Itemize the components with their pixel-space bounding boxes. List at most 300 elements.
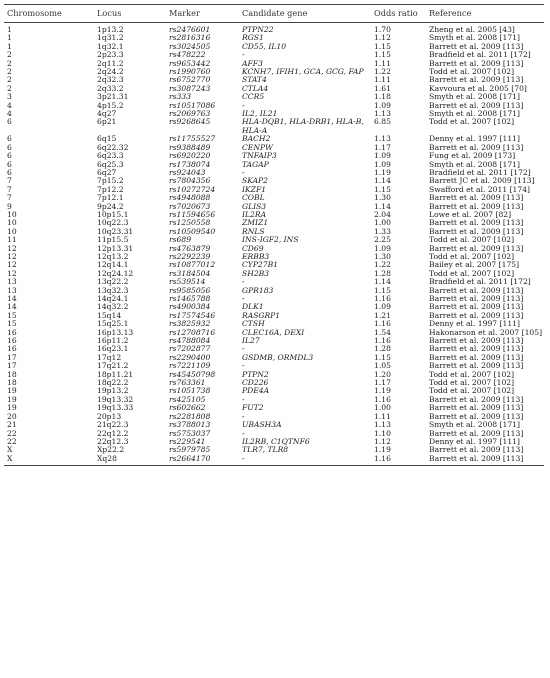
chromosome-cell: 10 [7, 210, 17, 219]
reference-cell: Barrett JC et al. 2009 [113] [429, 177, 535, 186]
table-row [4, 253, 544, 261]
locus-cell: 15q25.1 [97, 320, 129, 329]
chromosome-cell: 2 [7, 59, 12, 68]
table-row [4, 287, 544, 295]
reference-cell: Barrett et al. 2009 [113] [429, 194, 524, 203]
table-row [4, 194, 544, 202]
table-row [4, 312, 544, 320]
marker-cell: rs2281808 [169, 412, 211, 421]
candidate-gene-cell: - [242, 168, 245, 177]
locus-cell: 1q31.2 [97, 34, 124, 43]
marker-cell: rs3825932 [169, 320, 211, 329]
chromosome-cell: 2 [7, 84, 12, 93]
chromosome-cell: 7 [7, 194, 12, 203]
reference-cell: Smyth et al. 2008 [171] [429, 160, 520, 169]
locus-cell: 18q22.2 [97, 379, 129, 388]
odds-ratio-cell: 1.54 [374, 328, 391, 337]
reference-cell: Barrett et al. 2009 [113] [429, 59, 524, 68]
locus-cell: 10q22.3 [97, 219, 129, 228]
chromosome-cell: 6 [7, 168, 12, 177]
odds-ratio-cell: 1.09 [374, 152, 391, 161]
chromosome-cell: 11 [7, 236, 17, 245]
candidate-gene-table [4, 4, 544, 466]
table-row [4, 329, 544, 337]
table-row [4, 60, 544, 68]
reference-cell: Todd et al. 2007 [102] [429, 68, 515, 77]
marker-cell: rs2292239 [169, 252, 211, 261]
reference-cell: Fung et al. 2009 [173] [429, 152, 516, 161]
odds-ratio-cell: 1.15 [374, 42, 391, 51]
candidate-gene-cell: BACH2 [242, 135, 271, 144]
reference-cell: Barrett et al. 2009 [113] [429, 143, 524, 152]
header-chromosome: Chromosome [4, 5, 94, 23]
table-row [4, 177, 544, 185]
chromosome-cell: 20 [7, 412, 17, 421]
reference-cell: Smyth et al. 2008 [171] [429, 34, 520, 43]
chromosome-cell: 12 [7, 252, 17, 261]
odds-ratio-cell: 1.61 [374, 84, 391, 93]
marker-cell: rs1051738 [169, 387, 211, 396]
table-row [4, 85, 544, 93]
chromosome-cell: 1 [7, 25, 12, 34]
odds-ratio-cell: 1.13 [374, 110, 391, 119]
chromosome-cell: 10 [7, 227, 17, 236]
candidate-gene-cell: UBASH3A [242, 421, 282, 430]
candidate-gene-cell: SH2B3 [242, 269, 270, 278]
table-row [4, 68, 544, 76]
chromosome-cell: X [4, 455, 94, 466]
table-row [4, 211, 544, 219]
table-header [4, 5, 544, 23]
odds-ratio-cell: 1.28 [374, 345, 391, 354]
reference-cell: Todd et al. 2007 [102] [429, 379, 515, 388]
marker-cell: rs7020673 [169, 202, 211, 211]
odds-ratio-cell: 1.22 [374, 261, 391, 270]
locus-cell: 6q25.3 [97, 160, 124, 169]
reference-cell: Barrett et al. 2009 [113] [429, 404, 524, 413]
odds-ratio-cell: 1.14 [374, 278, 391, 287]
reference-cell: Bailey et al. 2007 [175] [429, 261, 520, 270]
locus-cell: 6p21 [97, 118, 117, 127]
reference-cell: Barrett et al. 2009 [113] [429, 395, 524, 404]
reference-cell: Barrett et al. 2009 [113] [429, 337, 524, 346]
marker-cell: rs9388489 [169, 143, 211, 152]
marker-cell: rs924043 [169, 168, 206, 177]
marker-cell: rs2069763 [169, 110, 211, 119]
candidate-gene-cell: CD226 [242, 379, 269, 388]
reference-cell: Bradfield et al. 2011 [172] [429, 51, 531, 60]
candidate-gene-cell: FUT2 [242, 404, 264, 413]
table-row [4, 236, 544, 244]
header-locus: Locus [94, 5, 166, 23]
candidate-gene-cell: CCR5 [242, 93, 265, 102]
chromosome-cell: 2 [7, 51, 12, 60]
marker-cell: rs478222 [169, 51, 206, 60]
table-row [4, 303, 544, 311]
table-row [4, 144, 544, 152]
marker-cell: rs9268645 [169, 118, 211, 127]
locus-cell: 12q13.2 [97, 252, 129, 261]
marker-cell: rs10877012 [169, 261, 216, 270]
chromosome-cell: 19 [7, 404, 17, 413]
chromosome-cell: 7 [7, 177, 12, 186]
chromosome-cell: X [7, 446, 13, 455]
chromosome-cell: 19 [7, 387, 17, 396]
locus-cell: 22q12.2 [97, 429, 129, 438]
reference-cell: Smyth et al. 2008 [171] [429, 93, 520, 102]
chromosome-cell: 3 [7, 93, 12, 102]
candidate-gene-cell: GLIS3 [242, 202, 267, 211]
marker-cell: rs4948088 [169, 194, 211, 203]
odds-ratio-cell: 2.04 [374, 210, 391, 219]
table-row [4, 43, 544, 51]
marker-cell: rs1250558 [169, 219, 211, 228]
locus-cell: 2p23.3 [97, 51, 124, 60]
candidate-gene-cell: - [242, 51, 245, 60]
marker-cell: rs602662 [169, 404, 206, 413]
chromosome-cell: 18 [7, 379, 17, 388]
marker-cell: rs7202877 [169, 345, 211, 354]
odds-ratio-cell: 1.09 [374, 244, 391, 253]
locus-cell: 14q24.1 [97, 295, 129, 303]
candidate-gene-cell: RASGRP1 [242, 311, 281, 320]
header-candidate-gene: Candidate gene [239, 5, 371, 23]
odds-ratio-cell: 1.30 [374, 252, 391, 261]
marker-cell: rs7221109 [169, 362, 211, 371]
marker-cell: rs12708716 [169, 328, 216, 337]
locus-cell: 7p12.2 [97, 185, 124, 194]
odds-ratio-cell: 1.12 [374, 437, 391, 446]
chromosome-cell: 16 [7, 328, 17, 337]
table-row [4, 228, 544, 236]
marker-cell: rs1738074 [169, 160, 211, 169]
chromosome-cell: 15 [7, 311, 17, 320]
reference-cell: Barrett et al. 2009 [113] [429, 353, 524, 362]
marker-cell: rs5979785 [169, 446, 211, 455]
reference-cell: Barrett et al. 2009 [113] [429, 429, 524, 438]
table-row [4, 34, 544, 42]
locus-cell: 6q23.3 [97, 152, 124, 161]
chromosome-cell: 9 [7, 202, 12, 211]
chromosome-cell: 4 [7, 101, 12, 110]
marker-cell: rs9653442 [169, 59, 211, 68]
header-row [4, 5, 544, 23]
table-row [4, 110, 544, 118]
chromosome-cell: 1 [7, 34, 12, 43]
reference-cell: Barrett et al. 2009 [113] [429, 42, 524, 51]
candidate-gene-cell: TLR7, TLR8 [242, 446, 289, 455]
locus-cell: 21q22.3 [97, 421, 129, 430]
odds-ratio-cell: 1.30 [374, 194, 391, 203]
odds-ratio-cell: 1.28 [374, 269, 391, 278]
reference-cell: Todd et al. 2007 [102] [429, 236, 515, 245]
reference-cell: Barrett et al. 2009 [113] [429, 101, 524, 110]
marker-cell: rs763361 [169, 379, 206, 388]
odds-ratio-cell: 1.19 [374, 387, 391, 396]
chromosome-cell: 6 [7, 152, 12, 161]
odds-ratio-cell: 1.12 [374, 34, 391, 43]
marker-cell: rs539514 [169, 278, 206, 287]
locus-cell: 1p13.2 [97, 25, 124, 34]
candidate-gene-cell: CLEC16A, DEXI [242, 328, 305, 337]
marker-cell: rs2664170 [166, 455, 239, 466]
table-row [4, 169, 544, 177]
candidate-gene-cell: CD69 [242, 244, 264, 253]
candidate-gene-cell: PTPN22 [242, 25, 274, 34]
odds-ratio-cell: 1.20 [374, 370, 391, 379]
marker-cell: rs3087243 [169, 84, 211, 93]
reference-cell: Bradfield et al. 2011 [172] [429, 168, 531, 177]
chromosome-cell: 16 [7, 337, 17, 346]
marker-cell: rs333 [169, 93, 192, 102]
chromosome-cell: 22 [7, 429, 17, 438]
locus-cell: 14q32.2 [97, 303, 129, 312]
table-row [4, 295, 544, 303]
odds-ratio-cell: 1.15 [374, 286, 391, 295]
marker-cell: rs45450798 [169, 370, 216, 379]
odds-ratio-cell: 1.13 [374, 135, 391, 144]
marker-cell: rs4788084 [169, 337, 211, 346]
candidate-gene-cell: CENPW [242, 143, 273, 152]
chromosome-cell: 19 [7, 395, 17, 404]
candidate-gene-cell: RGS1 [242, 34, 264, 43]
locus-cell: 4q27 [97, 110, 117, 119]
odds-ratio-cell: 1.11 [374, 59, 391, 68]
table-row [4, 337, 544, 345]
candidate-gene-cell: COBL [242, 194, 265, 203]
reference-cell: Barrett et al. 2009 [113] [429, 244, 524, 253]
table-row [4, 135, 544, 143]
reference-cell: Todd et al. 2007 [102] [429, 387, 515, 396]
table-row [4, 93, 544, 101]
locus-cell: 7p15.2 [97, 177, 124, 186]
reference-cell: Barrett et al. 2009 [113] [429, 227, 524, 236]
odds-ratio-cell: 1.10 [374, 429, 391, 438]
marker-cell: rs2290400 [169, 353, 211, 362]
locus-cell: 9p24.2 [97, 202, 124, 211]
candidate-gene-cell: STAT4 [242, 76, 267, 85]
reference-cell: Bradfield et al. 2011 [172] [429, 278, 531, 287]
candidate-gene-cell: DLK1 [242, 303, 264, 312]
reference-cell: Barrett et al. 2009 [113] [429, 446, 524, 455]
candidate-gene-cell: AFF3 [242, 59, 263, 68]
chromosome-cell: 14 [7, 295, 17, 303]
candidate-gene-cell: - [239, 455, 371, 466]
table-row [4, 430, 544, 438]
candidate-gene-cell: ZMIZ1 [242, 219, 269, 228]
odds-ratio-cell: 1.11 [374, 412, 391, 421]
table-row [4, 455, 544, 466]
locus-cell: 10p15.1 [97, 210, 129, 219]
locus-cell: 1q32.1 [97, 42, 124, 51]
marker-cell: rs229541 [169, 437, 206, 446]
chromosome-cell: 14 [7, 303, 17, 312]
chromosome-cell: 6 [7, 143, 12, 152]
table-row [4, 320, 544, 328]
odds-ratio-cell: 1.16 [374, 395, 391, 404]
candidate-gene-cell: HLA-DQB1, HLA-DRB1, HLA-B, HLA-A [242, 118, 364, 135]
locus-cell: 3p21.31 [97, 93, 129, 102]
candidate-gene-cell: GSDMB, ORMDL3 [242, 353, 314, 362]
chromosome-cell: 4 [7, 110, 12, 119]
table-row [4, 438, 544, 446]
locus-cell: 16p13.13 [97, 328, 134, 337]
reference-cell: Denny et al. 1997 [111] [429, 320, 520, 329]
marker-cell: rs11594656 [169, 210, 216, 219]
odds-ratio-cell: 1.16 [374, 320, 391, 329]
odds-ratio-cell: 1.13 [374, 421, 391, 430]
reference-cell: Denny et al. 1997 [111] [429, 135, 520, 144]
odds-ratio-cell: 1.33 [374, 227, 391, 236]
chromosome-cell: 6 [7, 135, 12, 144]
marker-cell: rs10272724 [169, 185, 216, 194]
chromosome-cell: 6 [7, 160, 12, 169]
chromosome-cell: 16 [7, 345, 17, 354]
candidate-gene-cell: IL2RA [242, 210, 267, 219]
odds-ratio-cell: 1.14 [374, 177, 391, 186]
locus-cell: 16p11.2 [97, 337, 129, 346]
marker-cell: rs17574546 [169, 311, 216, 320]
candidate-gene-cell: PTPN2 [242, 370, 269, 379]
marker-cell: rs3788013 [169, 421, 211, 430]
header-reference: Reference [426, 5, 544, 23]
odds-ratio-cell: 1.15 [374, 353, 391, 362]
locus-cell: 17q12 [97, 353, 122, 362]
table-row [4, 161, 544, 169]
locus-cell: 6q22.32 [97, 143, 129, 152]
chromosome-cell: 6 [7, 118, 12, 127]
candidate-gene-cell: CD55, IL10 [242, 42, 287, 51]
marker-cell: rs2816316 [169, 34, 211, 43]
chromosome-cell: 1 [7, 42, 12, 51]
locus-cell: 13q32.3 [97, 286, 129, 295]
chromosome-cell: 22 [7, 437, 17, 446]
candidate-gene-cell: PDE4A [242, 387, 270, 396]
table-row [4, 413, 544, 421]
chromosome-cell: 21 [7, 421, 17, 430]
reference-cell: Zheng et al. 2005 [43] [429, 25, 515, 34]
table-row [4, 118, 544, 135]
table-row [4, 270, 544, 278]
table-row [4, 219, 544, 227]
chromosome-cell: 18 [7, 370, 17, 379]
reference-cell: Lowe et al. 2007 [82] [429, 210, 512, 219]
candidate-gene-cell: - [242, 295, 245, 303]
odds-ratio-cell: 1.19 [374, 168, 391, 177]
reference-cell: Todd et al. 2007 [102] [429, 118, 515, 127]
candidate-gene-cell: IL27 [242, 337, 260, 346]
chromosome-cell: 12 [7, 261, 17, 270]
reference-cell: Barrett et al. 2009 [113] [429, 412, 524, 421]
locus-cell: 19p13.2 [97, 387, 129, 396]
marker-cell: rs4763879 [169, 244, 211, 253]
reference-cell: Hakonarson et al. 2007 [105] [429, 328, 543, 337]
marker-cell: rs1465788 [169, 295, 211, 303]
odds-ratio-cell: 1.19 [374, 446, 391, 455]
candidate-gene-cell: KCNH7, IFIH1, GCA, GCG, FAP [242, 68, 364, 77]
locus-cell: 19q13.32 [97, 395, 134, 404]
candidate-gene-cell: CTSH [242, 320, 265, 329]
candidate-gene-cell: RNLS [242, 227, 265, 236]
reference-cell: Barrett et al. 2009 [113] [429, 303, 524, 312]
reference-cell: Barrett et al. 2009 [113] [429, 362, 524, 371]
reference-cell: Smyth et al. 2008 [171] [429, 421, 520, 430]
table-row [4, 76, 544, 84]
odds-ratio-cell: 1.09 [374, 160, 391, 169]
table-row [4, 261, 544, 269]
candidate-gene-cell: TNFAIP3 [242, 152, 277, 161]
odds-ratio-cell: 1.15 [374, 185, 391, 194]
table-row [4, 396, 544, 404]
reference-cell: Barrett et al. 2009 [113] [429, 202, 524, 211]
locus-cell: Xp22.2 [97, 446, 125, 455]
odds-ratio-cell: 2.25 [374, 236, 391, 245]
table-row [4, 354, 544, 362]
candidate-gene-cell: - [242, 395, 245, 404]
chromosome-cell: 12 [7, 244, 17, 253]
marker-cell: rs7804356 [169, 177, 211, 186]
locus-cell: 2q33.2 [97, 84, 124, 93]
locus-cell: 4p15.2 [97, 101, 124, 110]
locus-cell: 22q12.3 [97, 437, 129, 446]
reference-cell: Todd et al. 2007 [102] [429, 370, 515, 379]
marker-cell: rs10517086 [169, 101, 216, 110]
odds-ratio-cell: 1.11 [374, 76, 391, 85]
marker-cell: rs4900384 [169, 303, 211, 312]
locus-cell: 19q13.33 [97, 404, 134, 413]
marker-cell: rs2476601 [169, 25, 211, 34]
table-row [4, 387, 544, 395]
chromosome-cell: 12 [7, 269, 17, 278]
reference-cell: Barrett et al. 2009 [113] [429, 295, 524, 303]
locus-cell: 20p13 [97, 412, 122, 421]
table-row [4, 421, 544, 429]
odds-ratio-cell: 1.21 [374, 311, 391, 320]
table-row [4, 379, 544, 387]
candidate-gene-cell: IKZF1 [242, 185, 267, 194]
locus-cell: 2q24.2 [97, 68, 124, 77]
candidate-gene-cell: GPR183 [242, 286, 274, 295]
odds-ratio-cell: 1.16 [371, 455, 426, 466]
locus-cell: 2q32.3 [97, 76, 124, 85]
odds-ratio-cell: 1.18 [374, 93, 391, 102]
marker-cell: rs3184504 [169, 269, 211, 278]
reference-cell: Kavvoura et al. 2005 [70] [429, 84, 527, 93]
marker-cell: rs6752770 [169, 76, 211, 85]
candidate-gene-cell: - [242, 345, 245, 354]
odds-ratio-cell: 6.85 [374, 118, 391, 127]
chromosome-cell: 15 [7, 320, 17, 329]
candidate-gene-cell: CTLA4 [242, 84, 269, 93]
locus-cell: 2q11.2 [97, 59, 124, 68]
odds-ratio-cell: 1.09 [374, 101, 391, 110]
table-row [4, 371, 544, 379]
odds-ratio-cell: 1.70 [374, 25, 391, 34]
table-row [4, 404, 544, 412]
odds-ratio-cell: 1.00 [374, 219, 391, 228]
odds-ratio-cell: 1.05 [374, 362, 391, 371]
marker-cell: rs9585056 [169, 286, 211, 295]
odds-ratio-cell: 1.09 [374, 303, 391, 312]
candidate-gene-cell: - [242, 429, 245, 438]
locus-cell: 15q14 [97, 311, 122, 320]
table-row [4, 362, 544, 370]
candidate-gene-cell: IL2RB, C1QTNF6 [242, 437, 310, 446]
locus-cell: 16q23.1 [97, 345, 129, 354]
table-row [4, 203, 544, 211]
table-row [4, 278, 544, 286]
reference-cell: Barrett et al. 2009 [113] [429, 219, 524, 228]
